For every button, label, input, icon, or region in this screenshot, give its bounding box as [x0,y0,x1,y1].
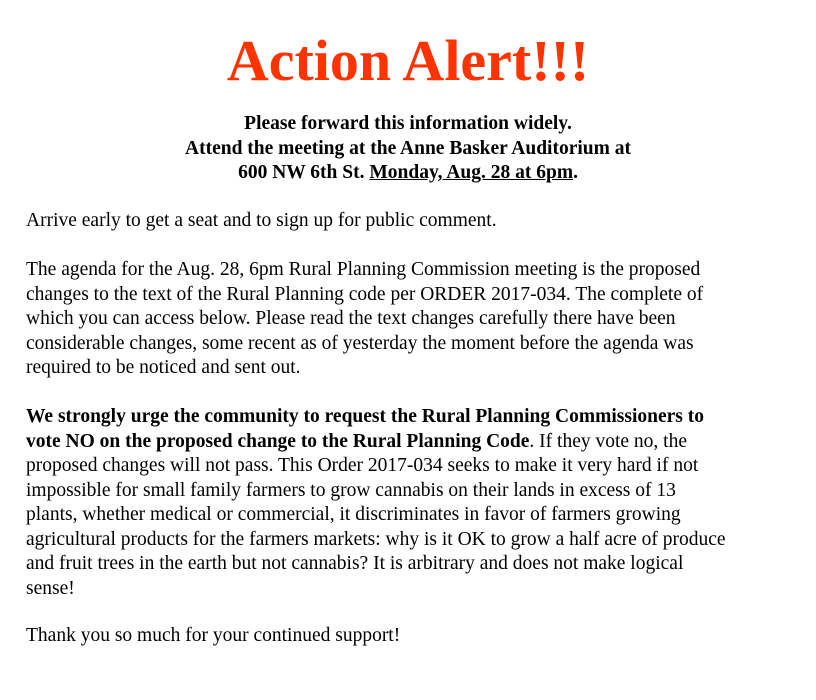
agenda-line: required to be noticed and sent out. [26,357,301,378]
address-text: 600 NW 6th St. [238,162,370,183]
agenda-line: considerable changes, some recent as of yesterday the moment before the agenda was [26,332,694,354]
paragraph-arrive-early: Arrive early to get a seat and to sign up for public comment. [26,210,497,231]
paragraph-thank-you: Thank you so much for your continued support! [26,625,401,646]
subheading-block [0,112,816,186]
urge-line [26,405,806,430]
agenda-line: which you can access below. Please read the text changes carefully there have been [26,308,676,329]
urge-text: . If they vote no, the [529,430,688,452]
subheading-line-attend: Attend the meeting at the Anne Basker Auditorium at [185,137,631,159]
paragraph-agenda [26,258,806,381]
page-title: Action Alert!!! [226,28,590,93]
subheading-line-address [0,161,816,186]
paragraph-urge-vote [26,405,806,601]
urge-bold-text: vote NO on the proposed change to the Rural Planning Code [26,430,530,452]
urge-line: and fruit trees in the earth but not cannabis? It is arbitrary and does not make logical [26,553,684,574]
urge-bold-text: We strongly urge the community to request the Rural Planning Commissioners to [26,406,704,427]
agenda-line: changes to the text of the Rural Planning code per ORDER 2017-034. The complete of [26,283,704,305]
urge-line: agricultural products for the farmers markets: why is it OK to grow a half acre of produce [26,528,726,550]
subheading-line-forward: Please forward this information widely. [244,113,572,134]
urge-line [26,430,806,455]
urge-line: plants, whether medical or commercial, it discriminates in favor of farmers growing [26,504,681,525]
urge-line: proposed changes will not pass. This Order 2017-034 seeks to make it very hard if not [26,455,699,476]
urge-line: sense! [26,577,75,599]
urge-line: impossible for small family farmers to grow cannabis on their lands in excess of 13 [26,479,676,501]
address-suffix: . [573,162,578,183]
meeting-date: Monday, Aug. 28 at 6pm [369,162,574,183]
agenda-line: The agenda for the Aug. 28, 6pm Rural Planning Commission meeting is the proposed [26,259,701,280]
